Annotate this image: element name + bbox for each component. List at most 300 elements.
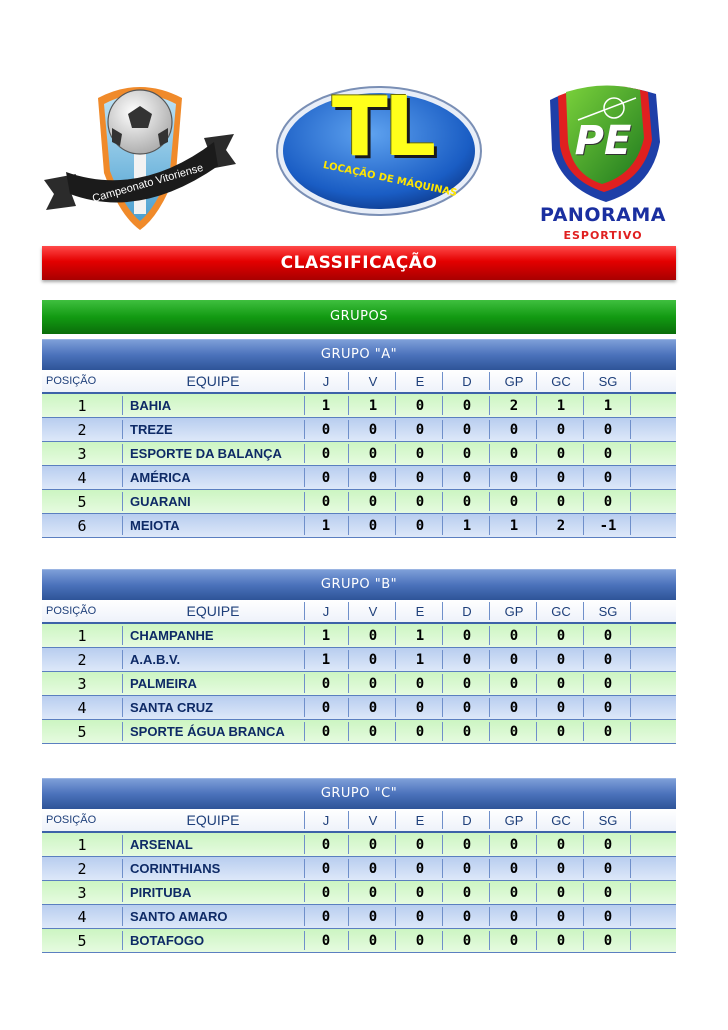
stat-v-cell: 0 <box>368 627 378 644</box>
column-divider <box>122 444 123 463</box>
column-divider <box>583 883 584 902</box>
stat-v-cell: 0 <box>368 651 378 668</box>
column-divider <box>348 650 349 669</box>
column-divider <box>395 698 396 717</box>
stat-sg-cell: 0 <box>603 675 613 692</box>
stat-gc-cell: 0 <box>556 884 566 901</box>
column-divider <box>583 931 584 950</box>
column-divider <box>489 907 490 926</box>
stat-d-cell: 0 <box>462 469 472 486</box>
column-divider <box>122 722 123 741</box>
stat-gc-cell: 0 <box>556 675 566 692</box>
column-divider <box>304 674 305 693</box>
stat-v-cell: 0 <box>368 699 378 716</box>
stat-e-cell: 1 <box>415 651 425 668</box>
tl-locacao-logo <box>272 82 486 220</box>
column-divider <box>304 859 305 878</box>
tl-mark: TL <box>331 80 433 175</box>
table-row <box>42 394 676 418</box>
column-divider <box>536 444 537 463</box>
column-divider <box>489 931 490 950</box>
column-divider <box>442 722 443 741</box>
column-divider <box>348 468 349 487</box>
column-divider <box>122 698 123 717</box>
column-divider <box>583 859 584 878</box>
stat-j-cell: 0 <box>321 908 331 925</box>
column-divider <box>536 811 537 829</box>
column-divider <box>583 650 584 669</box>
column-divider <box>489 811 490 829</box>
stat-e-cell: 0 <box>415 884 425 901</box>
stat-sg-cell: -1 <box>599 517 617 534</box>
stat-gc-cell: 0 <box>556 627 566 644</box>
table-row <box>42 833 676 857</box>
group-title: GRUPO "A" <box>42 339 676 370</box>
stat-e-cell: 0 <box>415 469 425 486</box>
table-row <box>42 624 676 648</box>
table-row <box>42 466 676 490</box>
stat-v-cell: 0 <box>368 469 378 486</box>
column-divider <box>304 602 305 620</box>
stat-v-cell: 0 <box>368 908 378 925</box>
stat-sg-cell: 0 <box>603 908 613 925</box>
position-cell: 4 <box>77 907 87 926</box>
stat-sg-cell: 0 <box>603 884 613 901</box>
table-row <box>42 442 676 466</box>
table-row <box>42 418 676 442</box>
column-divider <box>489 650 490 669</box>
position-cell: 5 <box>77 931 87 950</box>
col-header-j: J <box>322 812 330 828</box>
column-divider <box>442 698 443 717</box>
column-divider <box>304 420 305 439</box>
stat-d-cell: 0 <box>462 445 472 462</box>
column-divider <box>583 698 584 717</box>
column-divider <box>489 698 490 717</box>
table-header <box>42 600 676 624</box>
column-divider <box>583 674 584 693</box>
position-cell: 2 <box>77 650 87 669</box>
position-cell: 2 <box>77 859 87 878</box>
stat-gc-cell: 0 <box>556 651 566 668</box>
column-divider <box>536 931 537 950</box>
column-divider <box>583 396 584 415</box>
column-divider <box>489 835 490 854</box>
column-divider <box>630 859 631 878</box>
column-divider <box>536 420 537 439</box>
column-divider <box>583 420 584 439</box>
column-divider <box>536 396 537 415</box>
position-cell: 4 <box>77 468 87 487</box>
position-cell: 1 <box>77 835 87 854</box>
stat-j-cell: 0 <box>321 860 331 877</box>
column-divider <box>489 626 490 645</box>
team-name-cell: CORINTHIANS <box>130 861 221 876</box>
stat-gc-cell: 0 <box>556 836 566 853</box>
stat-gp-cell: 0 <box>509 675 519 692</box>
table-row <box>42 905 676 929</box>
stat-e-cell: 0 <box>415 493 425 510</box>
column-divider <box>630 372 631 390</box>
column-divider <box>122 468 123 487</box>
column-divider <box>536 468 537 487</box>
esportivo-text: ESPORTIVO <box>563 229 643 242</box>
column-divider <box>395 859 396 878</box>
column-divider <box>395 492 396 511</box>
stat-j-cell: 0 <box>321 836 331 853</box>
position-cell: 5 <box>77 492 87 511</box>
col-header-v: V <box>368 373 378 389</box>
col-header-gc: GC <box>551 603 571 619</box>
team-name-cell: SANTO AMARO <box>130 909 228 924</box>
stat-sg-cell: 0 <box>603 860 613 877</box>
column-divider <box>630 516 631 535</box>
column-divider <box>122 650 123 669</box>
team-name-cell: ARSENAL <box>130 837 193 852</box>
table-header <box>42 809 676 833</box>
stat-j-cell: 0 <box>321 421 331 438</box>
team-name-cell: BOTAFOGO <box>130 933 205 948</box>
stat-sg-cell: 0 <box>603 493 613 510</box>
stat-v-cell: 0 <box>368 884 378 901</box>
col-header-sg: SG <box>598 603 618 619</box>
column-divider <box>442 372 443 390</box>
column-divider <box>583 722 584 741</box>
column-divider <box>536 626 537 645</box>
column-divider <box>395 883 396 902</box>
column-divider <box>536 650 537 669</box>
column-divider <box>304 626 305 645</box>
stat-gp-cell: 0 <box>509 699 519 716</box>
stat-d-cell: 0 <box>462 675 472 692</box>
team-name-cell: ESPORTE DA BALANÇA <box>130 446 282 461</box>
stat-e-cell: 0 <box>415 932 425 949</box>
column-divider <box>630 468 631 487</box>
column-divider <box>304 907 305 926</box>
stat-v-cell: 0 <box>368 860 378 877</box>
column-divider <box>583 444 584 463</box>
column-divider <box>489 372 490 390</box>
stat-gc-cell: 0 <box>556 908 566 925</box>
column-divider <box>630 931 631 950</box>
table-row <box>42 648 676 672</box>
team-name-cell: AMÉRICA <box>130 470 191 485</box>
col-header-d: D <box>462 603 472 619</box>
column-divider <box>304 492 305 511</box>
column-divider <box>122 835 123 854</box>
position-cell: 3 <box>77 674 87 693</box>
col-header-e: E <box>415 812 425 828</box>
stat-e-cell: 1 <box>415 627 425 644</box>
team-name-cell: SPORTE ÁGUA BRANCA <box>130 724 285 739</box>
column-divider <box>442 811 443 829</box>
column-divider <box>630 811 631 829</box>
col-header-gp: GP <box>504 373 524 389</box>
stat-d-cell: 0 <box>462 836 472 853</box>
stat-gc-cell: 0 <box>556 699 566 716</box>
column-divider <box>442 468 443 487</box>
stat-gp-cell: 1 <box>509 517 519 534</box>
stat-gc-cell: 0 <box>556 493 566 510</box>
stat-d-cell: 0 <box>462 723 472 740</box>
stat-v-cell: 0 <box>368 932 378 949</box>
column-divider <box>122 516 123 535</box>
column-divider <box>348 420 349 439</box>
column-divider <box>536 516 537 535</box>
column-divider <box>395 835 396 854</box>
column-divider <box>630 626 631 645</box>
col-header-e: E <box>415 603 425 619</box>
column-divider <box>395 626 396 645</box>
stat-gc-cell: 1 <box>556 397 566 414</box>
column-divider <box>489 883 490 902</box>
column-divider <box>122 492 123 511</box>
col-header-j: J <box>322 603 330 619</box>
stat-d-cell: 0 <box>462 932 472 949</box>
group-title: GRUPO "B" <box>42 569 676 600</box>
column-divider <box>348 492 349 511</box>
column-divider <box>489 420 490 439</box>
stat-j-cell: 0 <box>321 493 331 510</box>
col-header-posicao: POSIÇÃO <box>46 605 97 617</box>
column-divider <box>395 372 396 390</box>
column-divider <box>630 722 631 741</box>
column-divider <box>122 907 123 926</box>
column-divider <box>395 468 396 487</box>
column-divider <box>536 835 537 854</box>
column-divider <box>122 883 123 902</box>
table-row <box>42 490 676 514</box>
column-divider <box>304 468 305 487</box>
tl-subtitle: LOCAÇÃO DE MÁQUINAS <box>322 159 458 200</box>
column-divider <box>442 674 443 693</box>
stat-gp-cell: 0 <box>509 627 519 644</box>
column-divider <box>348 835 349 854</box>
column-divider <box>442 883 443 902</box>
column-divider <box>304 883 305 902</box>
team-name-cell: SANTA CRUZ <box>130 700 214 715</box>
column-divider <box>630 396 631 415</box>
table-row <box>42 696 676 720</box>
column-divider <box>304 396 305 415</box>
stat-j-cell: 0 <box>321 445 331 462</box>
stat-e-cell: 0 <box>415 421 425 438</box>
team-name-cell: PIRITUBA <box>130 885 192 900</box>
position-cell: 3 <box>77 444 87 463</box>
col-header-gp: GP <box>504 812 524 828</box>
team-name-cell: A.A.B.V. <box>130 652 181 667</box>
stat-sg-cell: 0 <box>603 627 613 644</box>
stat-d-cell: 0 <box>462 908 472 925</box>
stat-e-cell: 0 <box>415 517 425 534</box>
stat-d-cell: 0 <box>462 699 472 716</box>
stat-d-cell: 1 <box>462 517 472 534</box>
table-row <box>42 929 676 953</box>
stat-e-cell: 0 <box>415 699 425 716</box>
column-divider <box>122 931 123 950</box>
stat-e-cell: 0 <box>415 675 425 692</box>
col-header-equipe: EQUIPE <box>186 373 240 389</box>
position-cell: 5 <box>77 722 87 741</box>
column-divider <box>536 907 537 926</box>
column-divider <box>348 444 349 463</box>
col-header-v: V <box>368 812 378 828</box>
column-divider <box>630 698 631 717</box>
col-header-equipe: EQUIPE <box>186 603 240 619</box>
column-divider <box>348 626 349 645</box>
col-header-v: V <box>368 603 378 619</box>
column-divider <box>583 626 584 645</box>
column-divider <box>395 602 396 620</box>
column-divider <box>395 516 396 535</box>
column-divider <box>442 492 443 511</box>
team-name-cell: BAHIA <box>130 398 172 413</box>
stat-j-cell: 0 <box>321 699 331 716</box>
column-divider <box>536 492 537 511</box>
stat-j-cell: 0 <box>321 884 331 901</box>
stat-sg-cell: 0 <box>603 421 613 438</box>
column-divider <box>395 907 396 926</box>
column-divider <box>630 883 631 902</box>
column-divider <box>630 674 631 693</box>
stat-gp-cell: 0 <box>509 932 519 949</box>
position-cell: 1 <box>77 626 87 645</box>
stat-gp-cell: 0 <box>509 421 519 438</box>
pe-badge: PE <box>574 118 632 164</box>
column-divider <box>489 859 490 878</box>
column-divider <box>348 602 349 620</box>
col-header-posicao: POSIÇÃO <box>46 375 97 387</box>
stat-sg-cell: 0 <box>603 445 613 462</box>
position-cell: 4 <box>77 698 87 717</box>
column-divider <box>442 931 443 950</box>
column-divider <box>395 420 396 439</box>
column-divider <box>304 811 305 829</box>
stat-j-cell: 1 <box>321 627 331 644</box>
group-c-table <box>42 778 676 953</box>
stat-d-cell: 0 <box>462 397 472 414</box>
column-divider <box>304 722 305 741</box>
column-divider <box>630 492 631 511</box>
column-divider <box>395 444 396 463</box>
stat-e-cell: 0 <box>415 397 425 414</box>
col-header-gp: GP <box>504 603 524 619</box>
stat-gp-cell: 0 <box>509 836 519 853</box>
stat-gc-cell: 0 <box>556 932 566 949</box>
stat-j-cell: 0 <box>321 932 331 949</box>
column-divider <box>348 372 349 390</box>
column-divider <box>536 372 537 390</box>
column-divider <box>122 396 123 415</box>
column-divider <box>304 516 305 535</box>
stat-j-cell: 1 <box>321 651 331 668</box>
stat-gc-cell: 0 <box>556 445 566 462</box>
column-divider <box>304 444 305 463</box>
stat-v-cell: 0 <box>368 836 378 853</box>
stat-e-cell: 0 <box>415 836 425 853</box>
column-divider <box>583 811 584 829</box>
column-divider <box>348 722 349 741</box>
column-divider <box>304 931 305 950</box>
column-divider <box>442 650 443 669</box>
stat-j-cell: 1 <box>321 517 331 534</box>
column-divider <box>489 468 490 487</box>
position-cell: 3 <box>77 883 87 902</box>
stat-d-cell: 0 <box>462 651 472 668</box>
stat-j-cell: 0 <box>321 723 331 740</box>
column-divider <box>583 602 584 620</box>
column-divider <box>536 722 537 741</box>
column-divider <box>536 674 537 693</box>
stat-gc-cell: 0 <box>556 860 566 877</box>
stat-d-cell: 0 <box>462 421 472 438</box>
stat-d-cell: 0 <box>462 884 472 901</box>
col-header-equipe: EQUIPE <box>186 812 240 828</box>
column-divider <box>395 931 396 950</box>
column-divider <box>442 420 443 439</box>
stat-v-cell: 0 <box>368 675 378 692</box>
column-divider <box>348 907 349 926</box>
table-row <box>42 514 676 538</box>
column-divider <box>630 420 631 439</box>
column-divider <box>489 722 490 741</box>
column-divider <box>122 674 123 693</box>
column-divider <box>583 907 584 926</box>
column-divider <box>304 835 305 854</box>
column-divider <box>348 698 349 717</box>
stat-e-cell: 0 <box>415 723 425 740</box>
stat-j-cell: 1 <box>321 397 331 414</box>
team-name-cell: PALMEIRA <box>130 676 197 691</box>
table-header <box>42 370 676 394</box>
stat-e-cell: 0 <box>415 908 425 925</box>
col-header-d: D <box>462 373 472 389</box>
position-cell: 1 <box>77 396 87 415</box>
stat-v-cell: 0 <box>368 493 378 510</box>
column-divider <box>536 698 537 717</box>
group-title: GRUPO "C" <box>42 778 676 809</box>
column-divider <box>122 859 123 878</box>
column-divider <box>442 907 443 926</box>
table-row <box>42 857 676 881</box>
stat-gc-cell: 0 <box>556 421 566 438</box>
column-divider <box>395 674 396 693</box>
stat-gc-cell: 2 <box>556 517 566 534</box>
column-divider <box>489 444 490 463</box>
col-header-posicao: POSIÇÃO <box>46 814 97 826</box>
stat-j-cell: 0 <box>321 469 331 486</box>
stat-gp-cell: 0 <box>509 723 519 740</box>
col-header-sg: SG <box>598 373 618 389</box>
column-divider <box>348 396 349 415</box>
col-header-e: E <box>415 373 425 389</box>
col-header-gc: GC <box>551 373 571 389</box>
column-divider <box>536 883 537 902</box>
column-divider <box>304 650 305 669</box>
stat-gp-cell: 2 <box>509 397 519 414</box>
column-divider <box>122 626 123 645</box>
stat-sg-cell: 0 <box>603 469 613 486</box>
classificacao-banner: CLASSIFICAÇÃO <box>42 246 676 280</box>
stat-v-cell: 0 <box>368 445 378 462</box>
position-cell: 2 <box>77 420 87 439</box>
column-divider <box>348 811 349 829</box>
column-divider <box>630 602 631 620</box>
stat-j-cell: 0 <box>321 675 331 692</box>
column-divider <box>395 650 396 669</box>
col-header-sg: SG <box>598 812 618 828</box>
column-divider <box>489 516 490 535</box>
